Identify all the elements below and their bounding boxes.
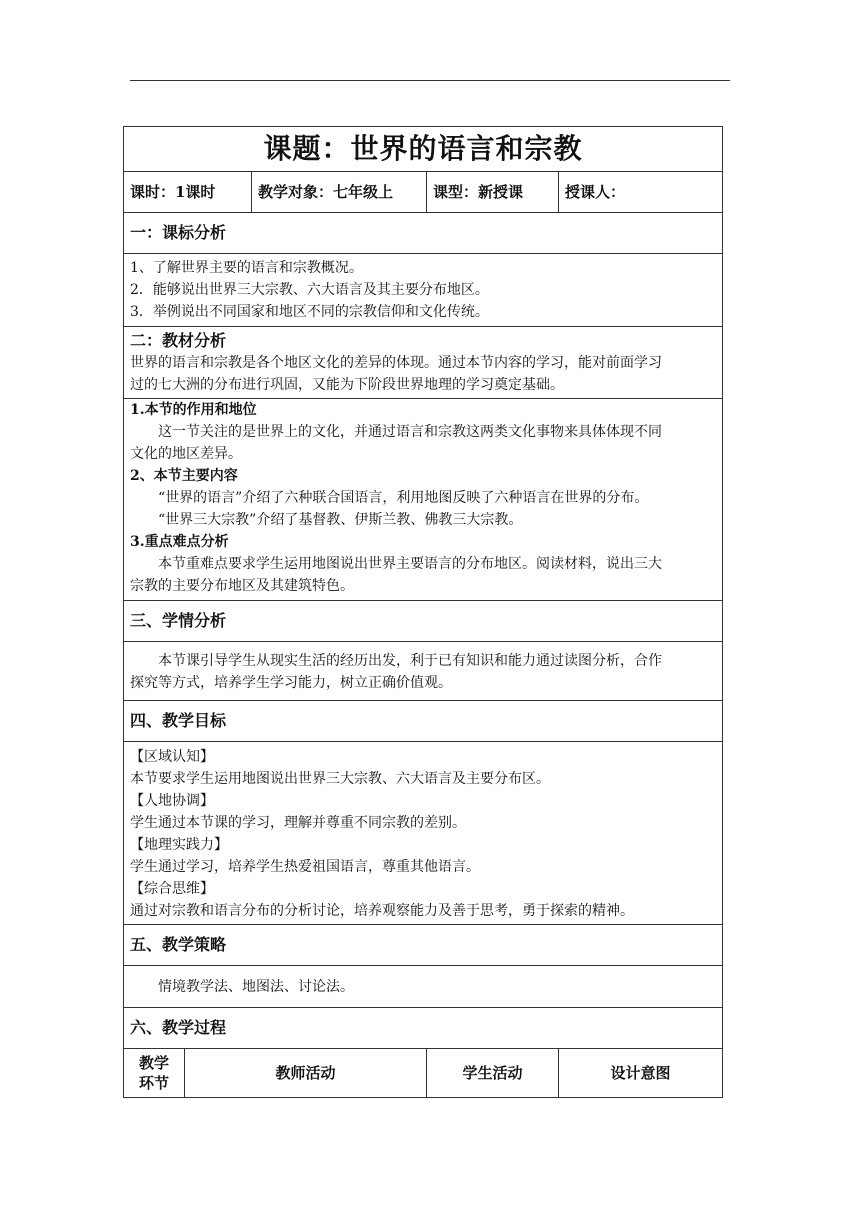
text-line: 1、了解世界主要的语言和宗教概况。 <box>130 260 363 276</box>
text-line: 文化的地区差异。 <box>130 446 242 462</box>
text-line: 探究等方式，培养学生学习能力，树立正确价值观。 <box>130 675 452 691</box>
text-line: 这一节关注的是世界上的文化，并通过语言和宗教这两类文化事物来具体体现不同 <box>158 424 662 440</box>
text-line: 学生通过本节课的学习，理解并尊重不同宗教的差别。 <box>130 815 466 831</box>
objective-label: 【综合思维】 <box>130 881 214 897</box>
text-line: “世界的语言”介绍了六种联合国语言，利用地图反映了六种语言在世界的分布。 <box>158 490 649 506</box>
section-heading: 二：教材分析 <box>130 331 227 350</box>
objective-label: 【区域认知】 <box>130 749 214 765</box>
text-line: 本节课引导学生从现实生活的经历出发，利于已有知识和能力通过读图分析，合作 <box>158 653 662 669</box>
lesson-title: 课题：世界的语言和宗教 <box>124 127 723 172</box>
teaching-audience: 教学对象：七年级上 <box>252 172 427 213</box>
lesson-plan-table <box>123 126 723 1098</box>
text-line: 本节要求学生运用地图说出世界三大宗教、六大语言及主要分布区。 <box>130 771 550 787</box>
text-line: 通过对宗教和语言分布的分析讨论，培养观察能力及善于思考，勇于探索的精神。 <box>130 903 634 919</box>
subheading: 1.本节的作用和地位 <box>130 402 257 418</box>
text-line: 过的七大洲的分布进行巩固，又能为下阶段世界地理的学习奠定基础。 <box>130 377 564 393</box>
lesson-type: 课型：新授课 <box>427 172 559 213</box>
class-hours: 课时：1课时 <box>124 172 252 213</box>
column-header-student: 学生活动 <box>427 1049 559 1098</box>
column-header-intent: 设计意图 <box>559 1049 723 1098</box>
teaching-strategy <box>124 966 723 1008</box>
teaching-objectives <box>124 742 723 925</box>
curriculum-analysis <box>124 254 723 327</box>
objective-label: 【人地协调】 <box>130 793 214 809</box>
header-rule <box>130 80 730 81</box>
text-line: 本节重难点要求学生运用地图说出世界主要语言的分布地区。阅读材料，说出三大 <box>158 556 662 572</box>
text-line: 世界的语言和宗教是各个地区文化的差异的体现。通过本节内容的学习，能对前面学习 <box>130 355 662 371</box>
text-line: 情境教学法、地图法、讨论法。 <box>158 978 354 995</box>
section-heading: 六、教学过程 <box>124 1008 723 1049</box>
section-heading: 三、学情分析 <box>124 601 723 642</box>
learner-analysis <box>124 642 723 701</box>
text-line: 学生通过学习，培养学生热爱祖国语言，尊重其他语言。 <box>130 859 480 875</box>
subheading: 3.重点难点分析 <box>130 534 229 550</box>
lesson-plan <box>123 126 722 1098</box>
textbook-analysis <box>124 327 723 601</box>
header-line: 教学 <box>138 1054 169 1072</box>
text-line: 2．能够说出世界三大宗教、六大语言及其主要分布地区。 <box>130 282 489 298</box>
subheading: 2、本节主要内容 <box>130 468 238 484</box>
column-header-stage <box>124 1049 185 1098</box>
section-heading: 五、教学策略 <box>124 925 723 966</box>
section-heading: 四、教学目标 <box>124 701 723 742</box>
section-heading: 一：课标分析 <box>124 213 723 254</box>
text-line: 3．举例说出不同国家和地区不同的宗教信仰和文化传统。 <box>130 304 489 320</box>
column-header-teacher: 教师活动 <box>185 1049 427 1098</box>
text-line: 宗教的主要分布地区及其建筑特色。 <box>130 578 354 594</box>
teacher: 授课人： <box>559 172 723 213</box>
text-line: “世界三大宗教”介绍了基督教、伊斯兰教、佛教三大宗教。 <box>158 512 523 528</box>
header-line: 环节 <box>138 1074 169 1092</box>
objective-label: 【地理实践力】 <box>130 837 228 853</box>
